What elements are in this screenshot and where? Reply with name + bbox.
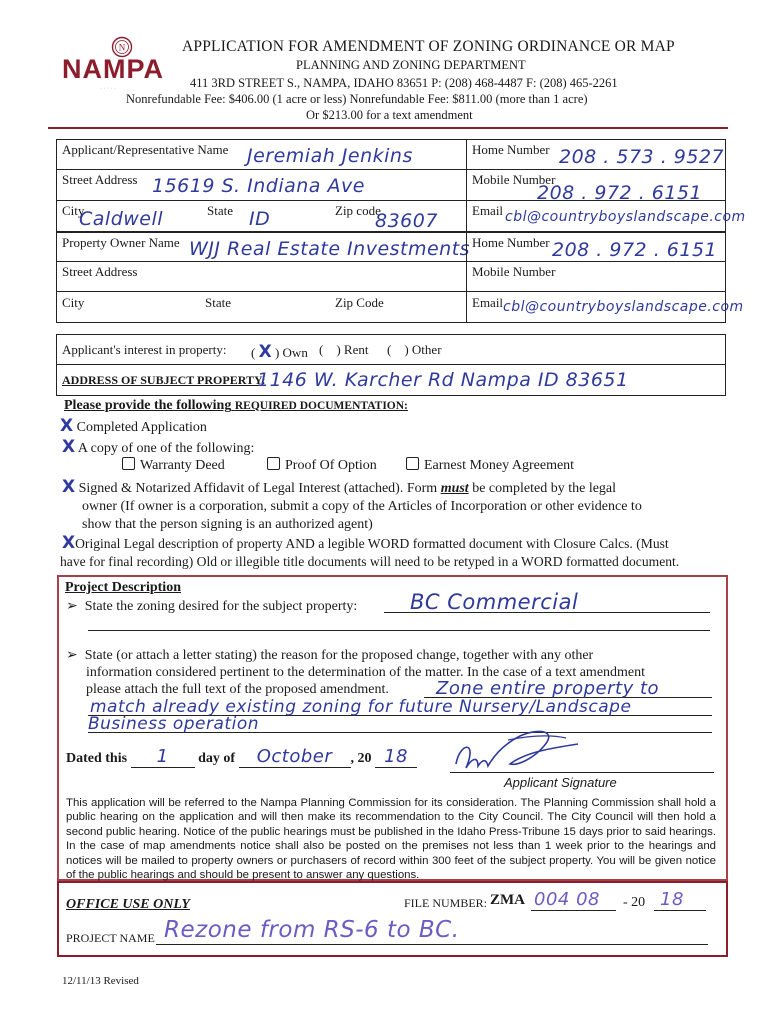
nampa-logo xyxy=(60,36,185,91)
dated-line: Dated this 1 day of October , 20 18 xyxy=(66,746,417,768)
reason-answer-2: match already existing zoning for future Nursery/Landscape xyxy=(90,697,632,717)
office-use-heading: OFFICE USE ONLY xyxy=(66,897,190,912)
interest-other-option[interactable]: ( ) Other xyxy=(387,342,442,357)
doc-item-copy-label: A copy of one of the following: xyxy=(77,441,255,456)
proof-label: Proof Of Option xyxy=(285,458,377,473)
file-number-line[interactable] xyxy=(531,910,616,911)
doc-option-earnest[interactable] xyxy=(406,457,574,474)
signature-line[interactable] xyxy=(450,772,714,773)
doc-check-mark: X xyxy=(60,416,74,436)
subject-address-label: ADDRESS OF SUBJECT PROPERTY: xyxy=(62,373,266,387)
owner-zip-label: Zip Code xyxy=(335,295,384,310)
project-name-value: Rezone from RS-6 to BC. xyxy=(164,917,460,943)
department-address: 411 3RD STREET S., NAMPA, IDAHO 83651 P: (208) 468-4487 F: (208) 465-2261 xyxy=(190,76,618,90)
owner-email-value: cbl@countryboyslandscape.com xyxy=(503,299,744,315)
form-title: APPLICATION FOR AMENDMENT OF ZONING ORDINANCE OR MAP xyxy=(182,38,675,55)
docs-heading: Please provide the following REQUIRED DOCUMENTATION: xyxy=(64,398,408,413)
applicant-mobile-label: Mobile Number xyxy=(472,172,556,187)
file-number-label: FILE NUMBER: xyxy=(404,896,488,910)
warranty-label: Warranty Deed xyxy=(140,458,225,473)
doc-item-copy[interactable] xyxy=(62,437,254,457)
day-field[interactable]: 1 xyxy=(131,746,195,768)
applicant-mobile-cell[interactable] xyxy=(466,169,726,204)
logo-text: NAMPA xyxy=(62,54,164,84)
applicant-home-cell[interactable] xyxy=(466,139,726,170)
subject-address-row[interactable] xyxy=(56,364,726,396)
file-number-prefix: ZMA xyxy=(490,892,525,908)
month-field[interactable]: October xyxy=(239,746,351,768)
owner-mobile-cell[interactable] xyxy=(466,261,726,292)
owner-home-cell[interactable] xyxy=(466,232,726,262)
file-year-prefix: - 20 xyxy=(623,895,646,910)
owner-city-cell[interactable] xyxy=(56,291,467,323)
project-name-line[interactable] xyxy=(156,944,708,945)
applicant-table xyxy=(56,139,746,232)
zoning-question: ➢ State the zoning desired for the subject property: xyxy=(66,599,358,614)
doc-option-warranty[interactable] xyxy=(122,457,225,474)
interest-own-option[interactable]: ( X ) Own xyxy=(251,342,308,362)
department-name: PLANNING AND ZONING DEPARTMENT xyxy=(296,58,526,72)
file-year-value: 18 xyxy=(660,889,684,910)
applicant-name-cell[interactable] xyxy=(56,139,467,170)
revised-date: 12/11/13 Revised xyxy=(62,975,139,987)
logo-tagline: · · · · · xyxy=(100,86,116,92)
applicant-zip-value: 83607 xyxy=(375,210,438,232)
hearing-notice: This application will be referred to the Nampa Planning Commission for its consideration. The Planning Commission shall hold a public hearing on the application and will then make its recommendation to the City Council. The City Council will then hold a second public hearing. Notice of the public hearings must be published in the Idaho Press-Tribune 15 days prior to said hearings. In the case of map amendments notice shall also be posted on the premises not less than 1 week prior to the hearings and notices will be mailed to property owners or purchasers of record within 300 feet of the subject property. You will be given notice of the public hearings and should be present to answer any questions. xyxy=(66,797,716,882)
interest-rent-option[interactable]: ( ) Rent xyxy=(319,342,369,357)
owner-name-label: Property Owner Name xyxy=(62,235,180,250)
doc-item-application[interactable] xyxy=(60,416,207,436)
file-year-line[interactable] xyxy=(654,910,706,911)
applicant-city-cell[interactable] xyxy=(56,200,467,232)
applicant-state-label: State xyxy=(207,203,233,218)
doc-check-mark: X xyxy=(62,533,76,553)
zoning-answer: BC Commercial xyxy=(410,590,579,614)
interest-own-label: Own xyxy=(282,345,308,360)
applicant-name-value: Jeremiah Jenkins xyxy=(247,145,413,167)
applicant-home-label: Home Number xyxy=(472,142,550,157)
reason-question: ➢ State (or attach a letter stating) the reason for the proposed change, together with any other information considered pertinent to the determination of the matter. In the case of a text amendment please attach the full text of the proposed amendment. xyxy=(66,648,646,697)
applicant-mobile-value: 208 . 972 . 6151 xyxy=(537,182,703,204)
reason-answer-1: Zone entire property to xyxy=(436,678,660,699)
warranty-checkbox[interactable] xyxy=(122,457,135,470)
owner-street-cell[interactable] xyxy=(56,261,467,292)
doc-check-mark: X xyxy=(62,477,76,497)
header-rule xyxy=(48,127,728,129)
signature-caption: Applicant Signature xyxy=(504,775,617,790)
doc-check-mark: X xyxy=(62,437,76,457)
svg-text:N: N xyxy=(118,42,126,53)
year-field[interactable]: 18 xyxy=(375,746,417,768)
applicant-zip-label: Zip code xyxy=(335,203,381,218)
doc-item-application-label: Completed Application xyxy=(76,420,207,435)
applicant-signature-image xyxy=(448,722,608,782)
owner-table xyxy=(56,232,744,323)
applicant-email-label: Email xyxy=(472,203,504,218)
owner-street-label: Street Address xyxy=(62,264,138,279)
interest-own-mark: X xyxy=(258,342,272,362)
applicant-email-value: cbl@countryboyslandscape.com xyxy=(505,209,746,225)
file-number-value: 004 08 xyxy=(534,889,600,910)
applicant-street-label: Street Address xyxy=(62,172,138,187)
owner-state-label: State xyxy=(205,295,231,310)
owner-mobile-label: Mobile Number xyxy=(472,264,556,279)
owner-name-value: WJJ Real Estate Investments xyxy=(189,238,471,260)
applicant-street-value: 15619 S. Indiana Ave xyxy=(152,175,365,197)
interest-row xyxy=(56,334,726,365)
project-heading: Project Description xyxy=(65,580,181,595)
fee-text-amendment: Or $213.00 for a text amendment xyxy=(306,108,473,122)
doc-item-legal-description[interactable]: XOriginal Legal description of property AND a legible WORD formatted document with Closure Calcs. (Must have for final recording) Old or illegible title documents will need to be retyped in a WORD formatted document. xyxy=(60,533,680,569)
interest-other-label: Other xyxy=(411,342,442,357)
owner-email-label: Email xyxy=(472,295,504,310)
owner-home-value: 208 . 972 . 6151 xyxy=(552,239,718,261)
owner-email-cell[interactable] xyxy=(466,291,744,323)
owner-name-cell[interactable] xyxy=(56,232,471,262)
earnest-checkbox[interactable] xyxy=(406,457,419,470)
doc-item-affidavit[interactable]: X Signed & Notarized Affidavit of Legal Interest (attached). Form must be completed by the legal owner (If owner is a corporation, submit a copy of the Articles of Incorporation or other evidence to show that the person signing is an authorized agent) xyxy=(62,477,642,532)
earnest-label: Earnest Money Agreement xyxy=(424,458,575,473)
zoning-extra-line[interactable] xyxy=(88,630,710,631)
owner-city-label: City xyxy=(62,295,85,310)
applicant-city-label: City xyxy=(62,203,85,218)
owner-home-label: Home Number xyxy=(472,235,550,250)
applicant-city-value: Caldwell xyxy=(79,208,164,230)
fee-line: Nonrefundable Fee: $406.00 (1 acre or less) Nonrefundable Fee: $811.00 (more than 1 acre) xyxy=(126,92,588,106)
proof-checkbox[interactable] xyxy=(267,457,280,470)
subject-address-value: 1146 W. Karcher Rd Nampa ID 83651 xyxy=(257,369,629,391)
applicant-street-cell[interactable] xyxy=(56,169,467,201)
interest-label: Applicant's interest in property: xyxy=(62,342,227,357)
applicant-email-cell[interactable] xyxy=(466,200,746,232)
project-name-label: PROJECT NAME xyxy=(66,931,155,945)
reason-answer-3: Business operation xyxy=(88,714,259,734)
doc-option-proof[interactable] xyxy=(267,457,377,474)
applicant-state-value: ID xyxy=(249,208,271,230)
applicant-home-value: 208 . 573 . 9527 xyxy=(559,146,725,168)
interest-rent-label: Rent xyxy=(343,342,369,357)
applicant-name-label: Applicant/Representative Name xyxy=(62,142,229,157)
